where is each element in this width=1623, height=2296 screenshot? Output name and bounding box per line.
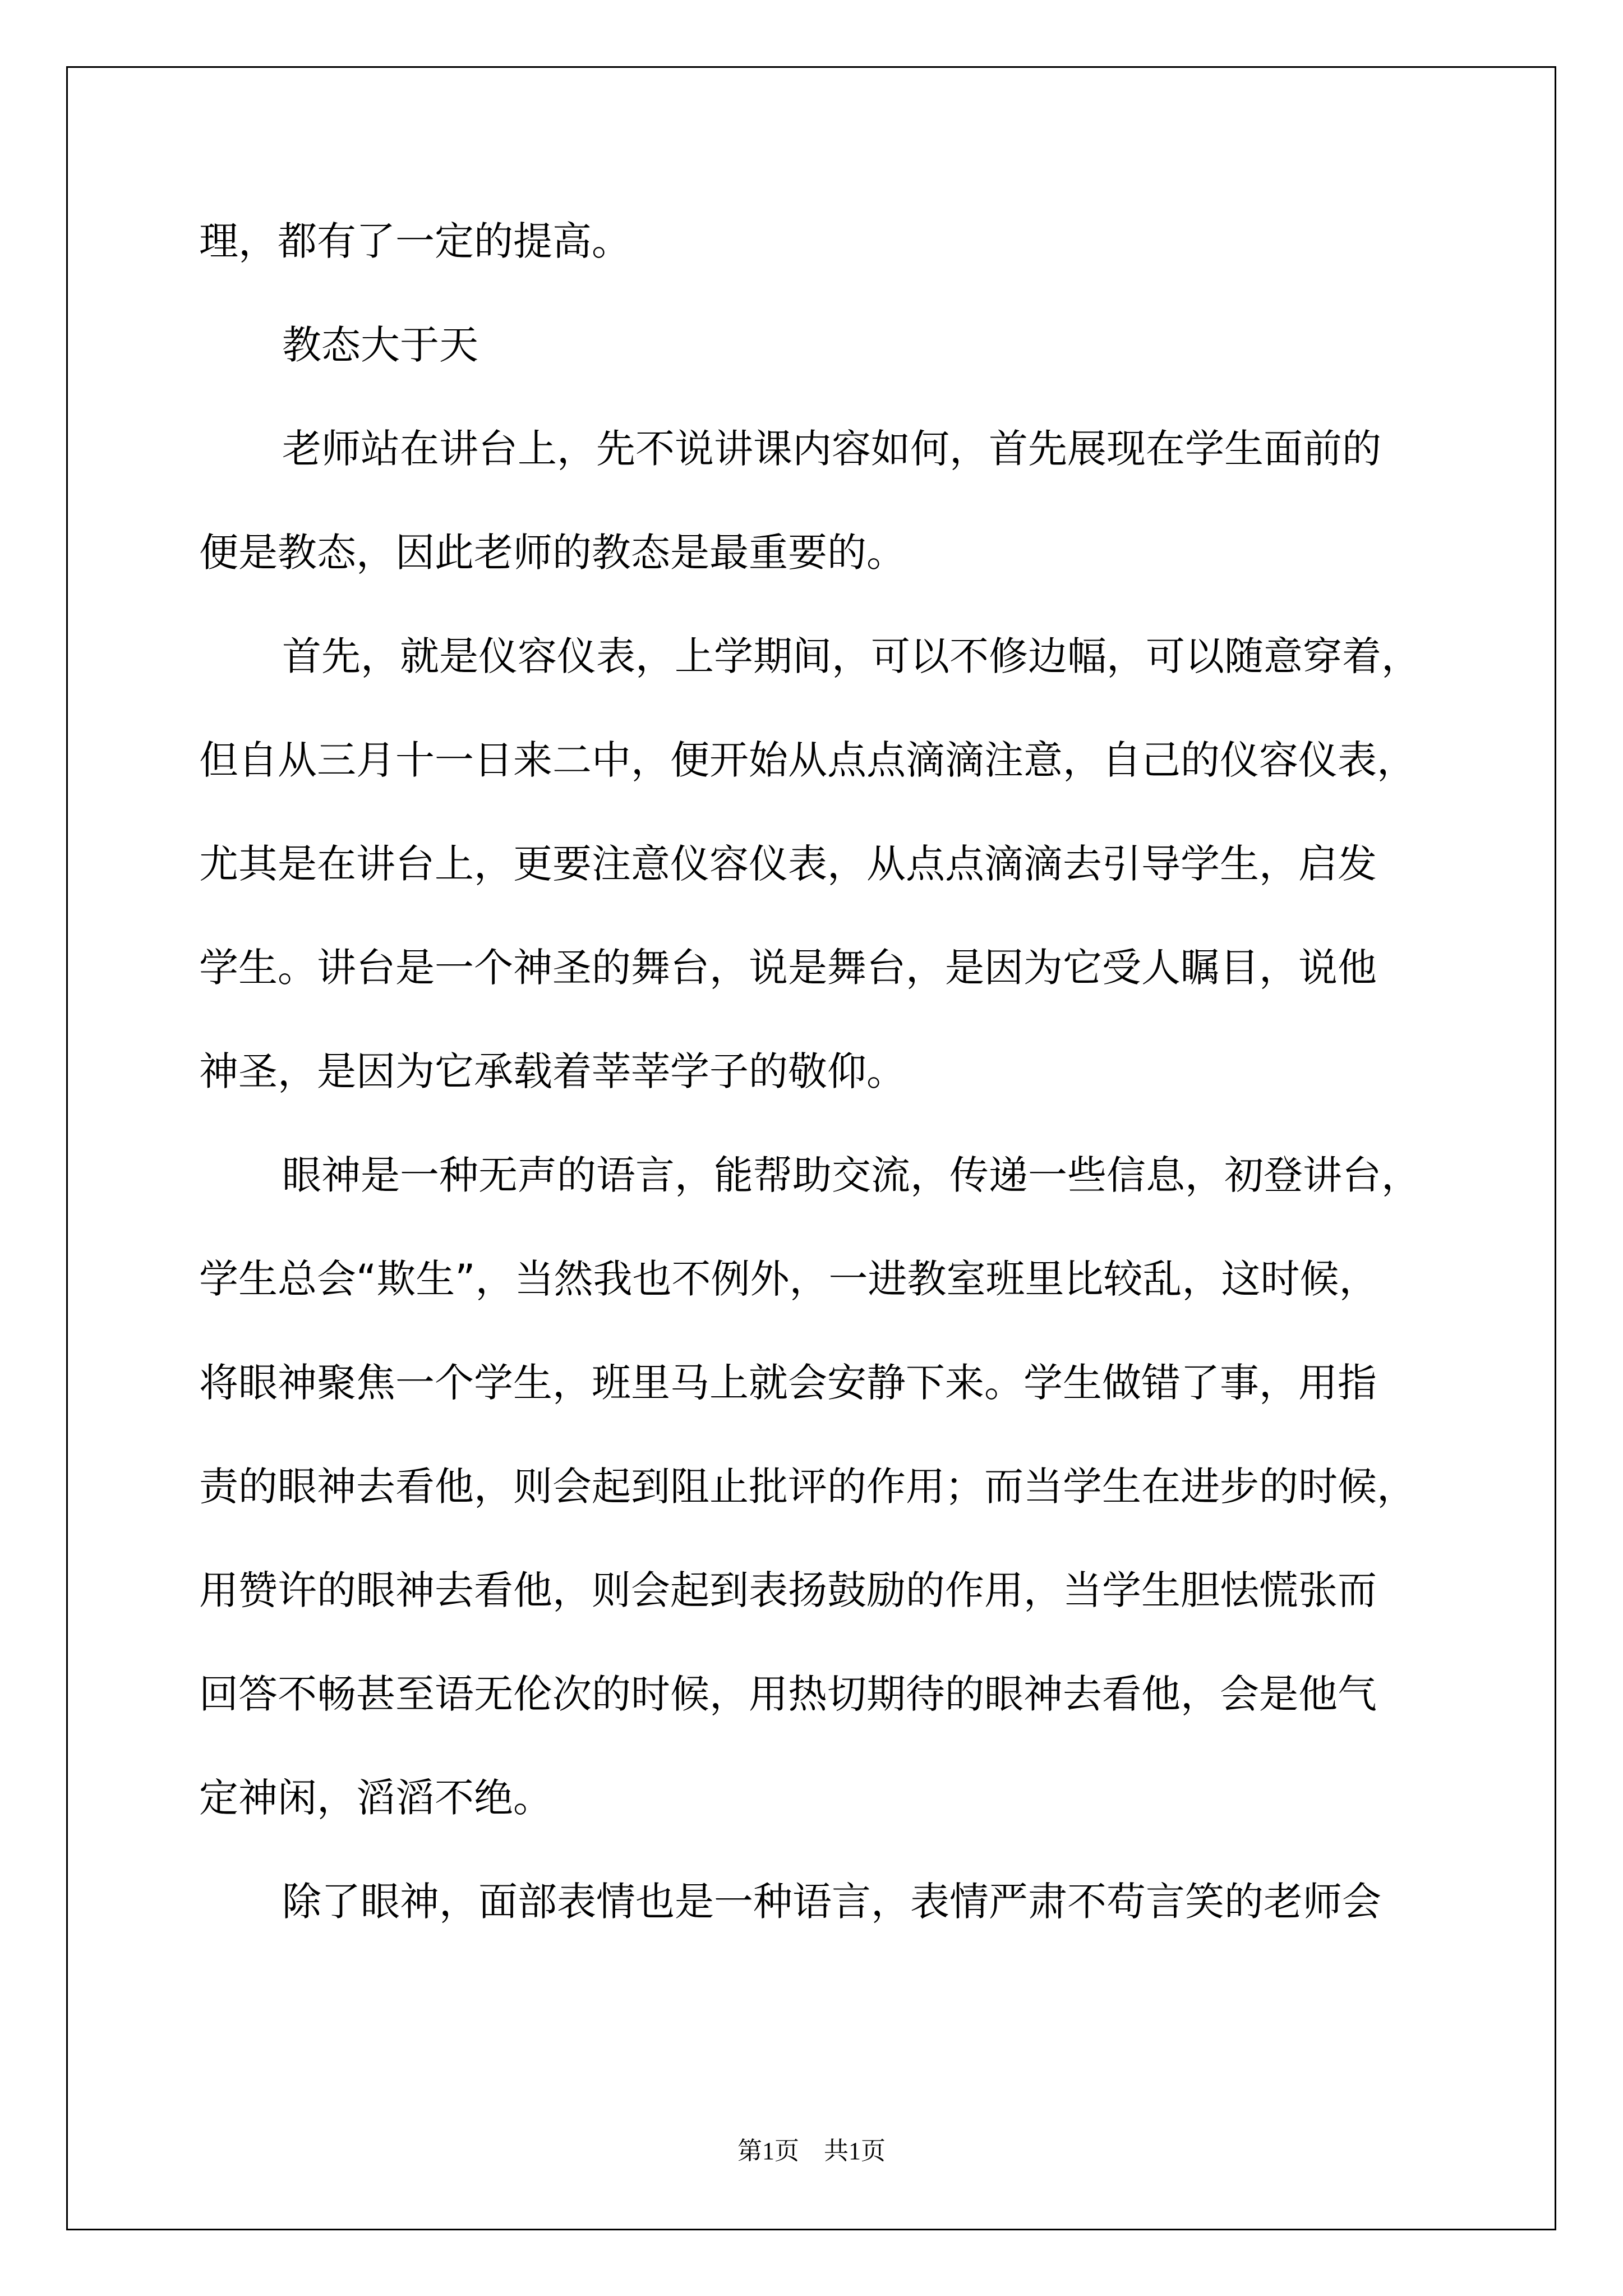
- text-line: 眼神是一种无声的语言，能帮助交流，传递一些信息，初登讲台，: [282, 1152, 1421, 1198]
- page-total: 共1页: [824, 2137, 886, 2165]
- text-line: 学生总会“欺生”，当然我也不例外，一进教室班里比较乱，这时候，: [199, 1256, 1378, 1302]
- text-line: 回答不畅甚至语无伦次的时候，用热切期待的眼神去看他，会是他气: [199, 1671, 1377, 1717]
- text-line: 学生。讲台是一个神圣的舞台，说是舞台，是因为它受人瞩目，说他: [199, 945, 1377, 991]
- page-footer: [0, 2131, 1623, 2166]
- text-line: 尤其是在讲台上，更要注意仪容仪表，从点点滴滴去引导学生，启发: [199, 841, 1377, 887]
- text-line: 神圣，是因为它承载着莘莘学子的敬仰。: [199, 1048, 906, 1094]
- text-line: 便是教态，因此老师的教态是最重要的。: [199, 530, 906, 576]
- text-line: 将眼神聚焦一个学生，班里马上就会安静下来。学生做错了事，用指: [199, 1360, 1377, 1406]
- text-line: 但自从三月十一日来二中，便开始从点点滴滴注意，自己的仪容仪表，: [199, 737, 1416, 783]
- text-line: 责的眼神去看他，则会起到阻止批评的作用；而当学生在进步的时候，: [199, 1464, 1416, 1510]
- text-line: 理，都有了一定的提高。: [199, 218, 631, 264]
- text-line: 定神闲，滔滔不绝。: [199, 1775, 552, 1821]
- text-line: 老师站在讲台上，先不说讲课内容如何，首先展现在学生面前的: [282, 426, 1381, 472]
- text-line: 首先，就是仪容仪表，上学期间，可以不修边幅，可以随意穿着，: [282, 633, 1421, 679]
- page-number: 第1页: [737, 2137, 799, 2165]
- section-heading: 教态大于天: [282, 322, 478, 368]
- text-line: 用赞许的眼神去看他，则会起到表扬鼓励的作用，当学生胆怯慌张而: [199, 1567, 1377, 1613]
- text-line: 除了眼神，面部表情也是一种语言，表情严肃不苟言笑的老师会: [282, 1879, 1381, 1925]
